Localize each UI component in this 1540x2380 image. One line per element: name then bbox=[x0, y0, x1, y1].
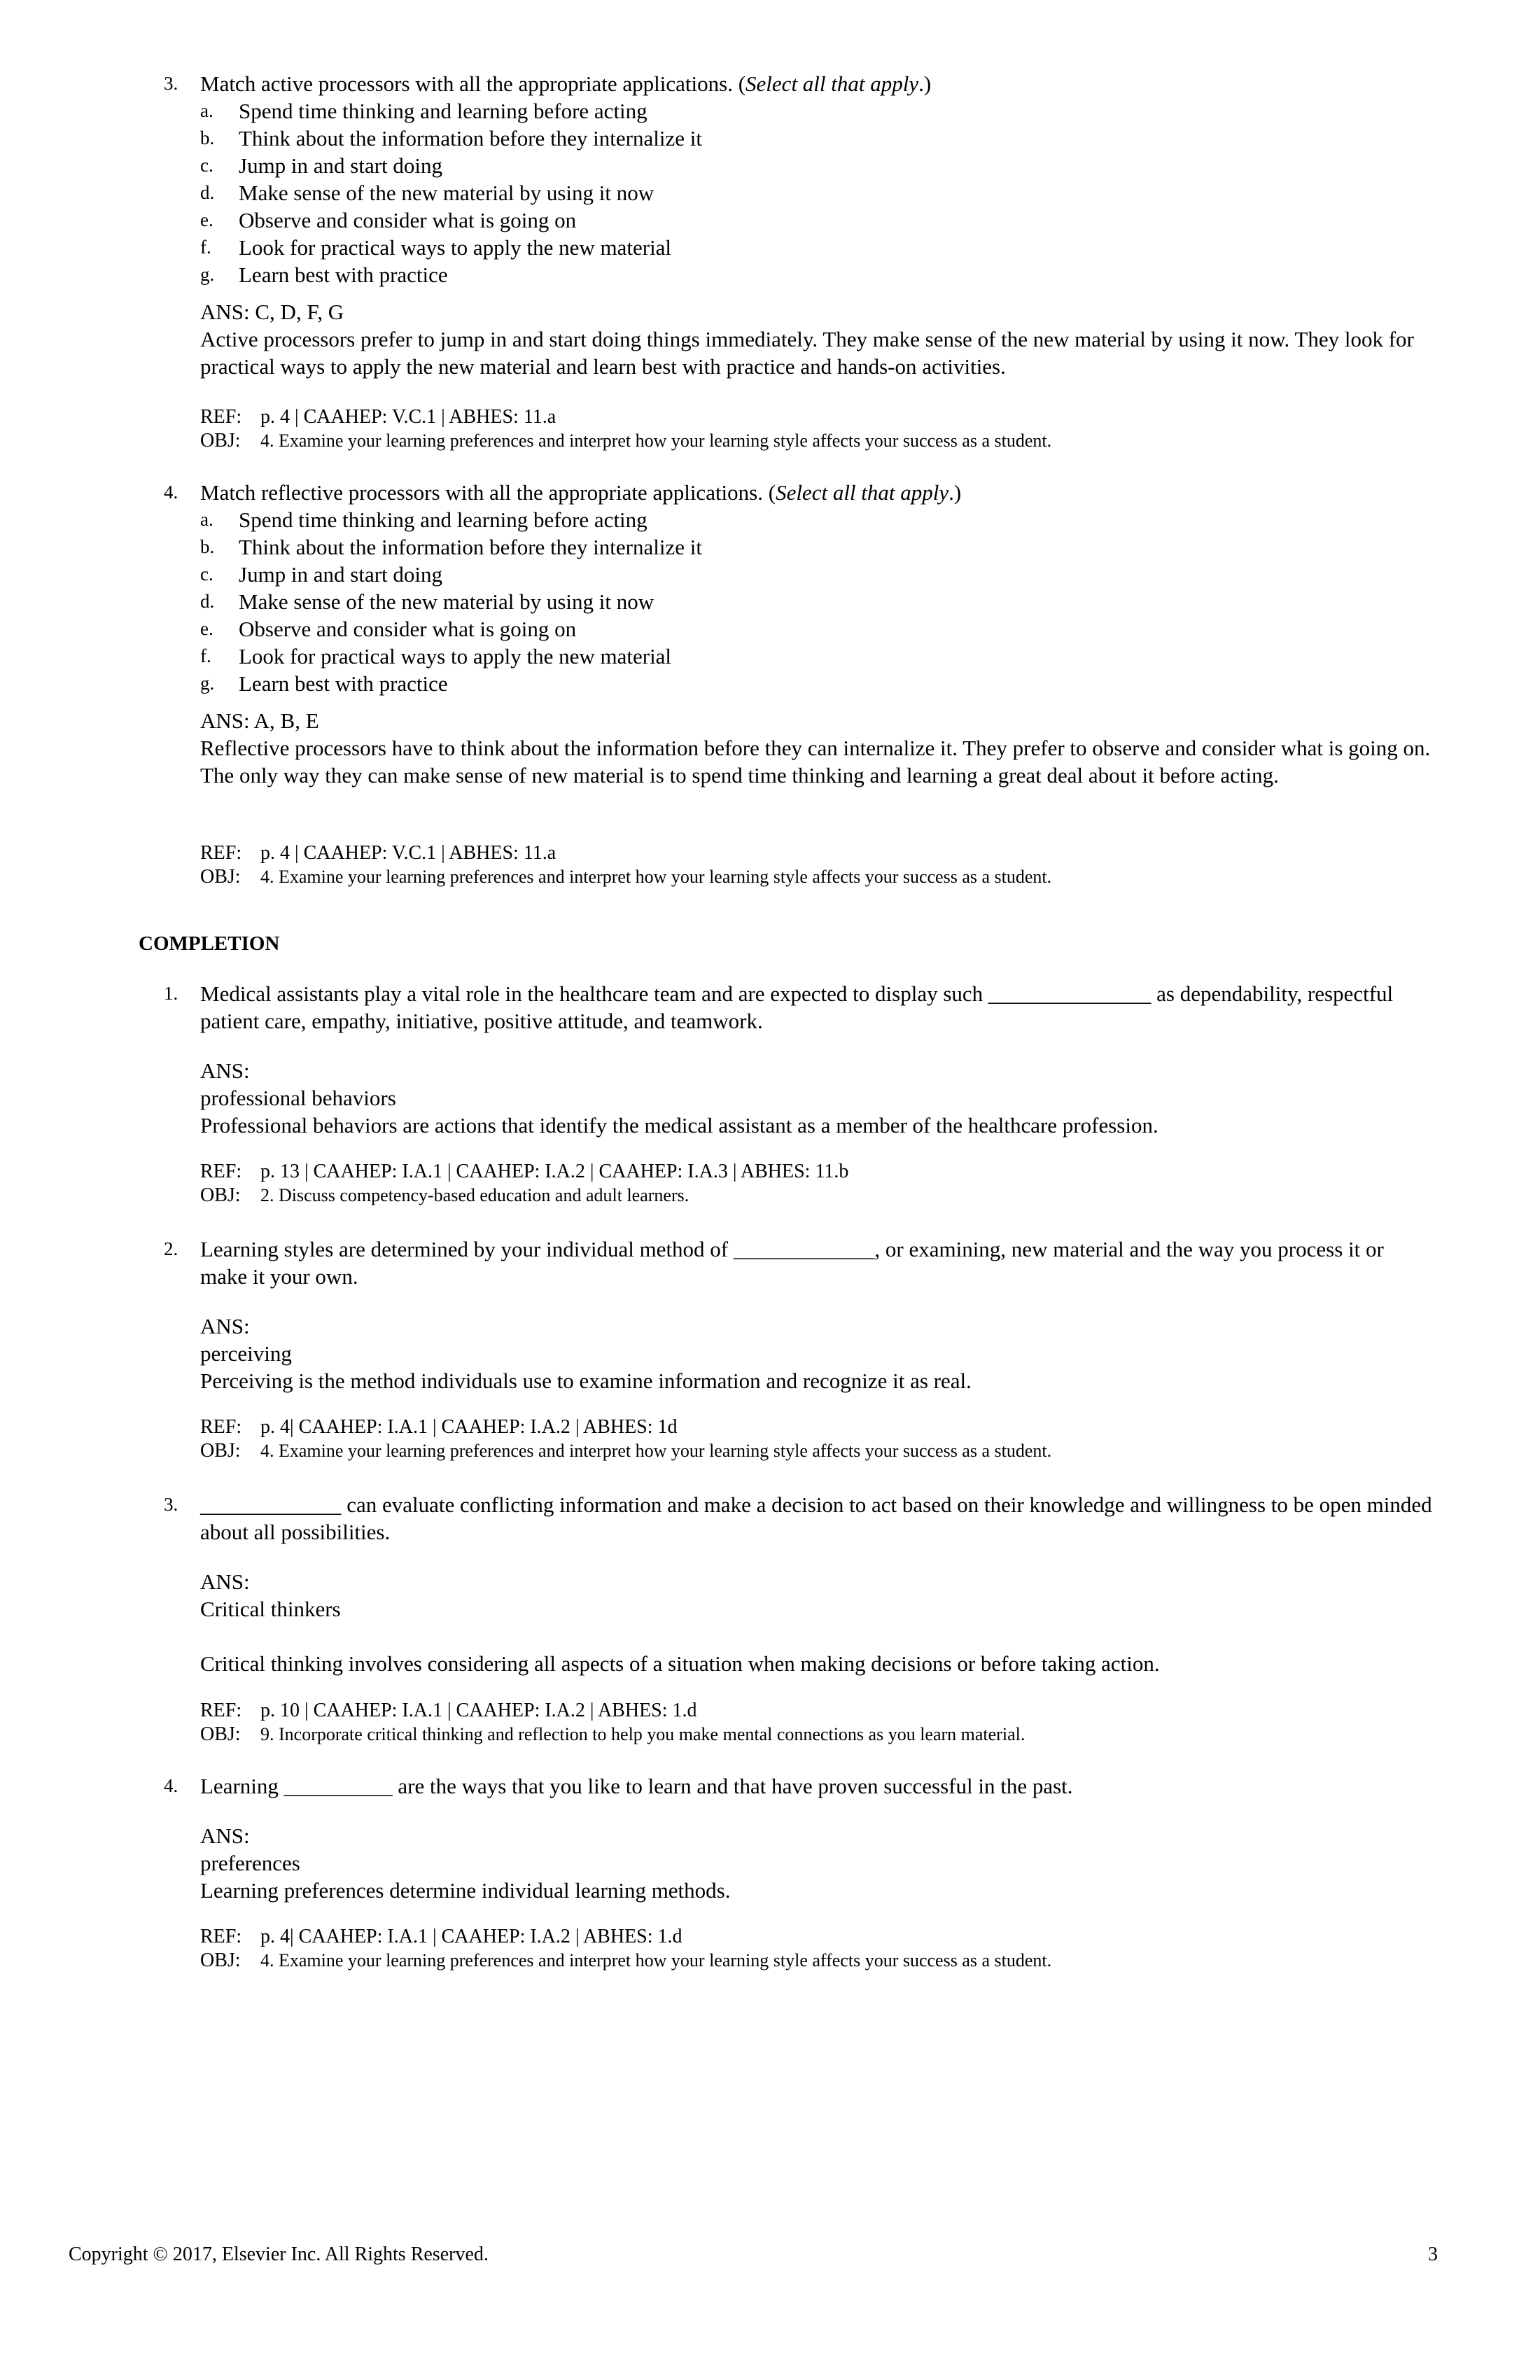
answer-explanation: Perceiving is the method individuals use to examine information and recognize it as real. bbox=[200, 1368, 972, 1393]
ref-text: p. 10 | CAAHEP: I.A.1 | CAAHEP: I.A.2 | ABHES: 1.d bbox=[260, 1700, 697, 1721]
option-d: d. Make sense of the new material by using it now bbox=[200, 589, 654, 614]
option-a: a. Spend time thinking and learning before acting bbox=[200, 99, 648, 123]
reference-block: REF: p. 10 | CAAHEP: I.A.1 | CAAHEP: I.A.2 | ABHES: 1.d OBJ: 9. Incorporate critical thinking and reflection to help you make mental connections as you learn material. bbox=[200, 1700, 1026, 1745]
reference-block: REF: p. 13 | CAAHEP: I.A.1 | CAAHEP: I.A.2 | CAAHEP: I.A.3 | ABHES: 11.b OBJ: 2. Discuss competency-based education and adult learners. bbox=[200, 1161, 849, 1206]
question-number: 4. bbox=[164, 1775, 178, 1796]
obj-text: 2. Discuss competency-based education and adult learners. bbox=[260, 1185, 690, 1205]
reference-block: REF: p. 4| CAAHEP: I.A.1 | CAAHEP: I.A.2 | ABHES: 1.d OBJ: 4. Examine your learning preferences and interpret how your learning style affects your success as a student. bbox=[200, 1926, 1052, 1971]
option-a: a. Spend time thinking and learning before acting bbox=[200, 507, 648, 532]
question-stem: Learning styles are determined by your individual method of _____________, or examining, new material and the way you process it or make it your own. bbox=[200, 1237, 1384, 1289]
option-list bbox=[200, 97, 1432, 288]
option-b: b. Think about the information before they internalize it bbox=[200, 126, 702, 150]
reference-block: REF: p. 4| CAAHEP: I.A.1 | CAAHEP: I.A.2 | ABHES: 1d OBJ: 4. Examine your learning preferences and interpret how your learning style affects your success as a student. bbox=[200, 1416, 1052, 1462]
answer-value: Critical thinkers bbox=[200, 1597, 341, 1621]
option-d: d. Make sense of the new material by using it now bbox=[200, 181, 654, 205]
answer-key bbox=[200, 1568, 1432, 1677]
ref-text: p. 13 | CAAHEP: I.A.1 | CAAHEP: I.A.2 | CAAHEP: I.A.3 | ABHES: 11.b bbox=[260, 1161, 849, 1182]
answer-value: perceiving bbox=[200, 1341, 292, 1366]
answer-key bbox=[200, 298, 1432, 380]
answer-value: preferences bbox=[200, 1851, 300, 1875]
option-g: g. Learn best with practice bbox=[200, 262, 448, 287]
option-c: c. Jump in and start doing bbox=[200, 153, 443, 178]
answer-key bbox=[200, 1822, 1432, 1904]
answer-key bbox=[200, 1057, 1432, 1139]
obj-text: 4. Examine your learning preferences and interpret how your learning style affects your success as a student. bbox=[260, 867, 1052, 887]
page-number: 3 bbox=[1428, 2244, 1438, 2265]
ref-text: p. 4 | CAAHEP: V.C.1 | ABHES: 11.a bbox=[260, 406, 556, 428]
answer-label: ANS: bbox=[200, 1314, 250, 1338]
reference-block: REF: p. 4 | CAAHEP: V.C.1 | ABHES: 11.a OBJ: 4. Examine your learning preferences and interpret how your learning style affects your success as a student. bbox=[200, 842, 1052, 888]
question-number: 4. bbox=[164, 482, 178, 503]
answer-label: ANS: bbox=[200, 1058, 250, 1083]
answer-explanation: Reflective processors have to think about the information before they can internalize it. They prefer to observe and consider what is going on. The only way they can make sense of new material is to spend time thinking and learning a great deal about it before acting. bbox=[200, 736, 1431, 788]
question-stem: Learning __________ are the ways that you like to learn and that have proven successful in the past. bbox=[200, 1774, 1073, 1798]
answer-key bbox=[200, 707, 1432, 789]
answer-label: ANS: bbox=[200, 1823, 250, 1848]
answer-explanation: Learning preferences determine individual learning methods. bbox=[200, 1878, 731, 1903]
section-heading: COMPLETION bbox=[139, 932, 280, 955]
option-e: e. Observe and consider what is going on bbox=[200, 208, 577, 232]
question-stem: Match reflective processors with all the appropriate applications. (Select all that apply.) bbox=[200, 480, 962, 505]
obj-text: 9. Incorporate critical thinking and reflection to help you make mental connections as you learn material. bbox=[260, 1724, 1026, 1744]
answer-label: ANS: bbox=[200, 1569, 250, 1594]
option-f: f. Look for practical ways to apply the new material bbox=[200, 644, 672, 668]
option-b: b. Think about the information before they internalize it bbox=[200, 535, 702, 559]
answer-explanation: Active processors prefer to jump in and start doing things immediately. They make sense of the new material by using it now. They look for practical ways to apply the new material and learn best with practice and hands-on activities. bbox=[200, 327, 1414, 379]
obj-text: 4. Examine your learning preferences and interpret how your learning style affects your success as a student. bbox=[260, 1950, 1052, 1970]
reference-block: REF: p. 4 | CAAHEP: V.C.1 | ABHES: 11.a OBJ: 4. Examine your learning preferences and interpret how your learning style affects your success as a student. bbox=[200, 406, 1052, 451]
question-number: 2. bbox=[164, 1238, 178, 1259]
obj-text: 4. Examine your learning preferences and interpret how your learning style affects your success as a student. bbox=[260, 430, 1052, 451]
answer-key bbox=[200, 1312, 1432, 1394]
option-f: f. Look for practical ways to apply the new material bbox=[200, 235, 672, 260]
copyright-footer: Copyright © 2017, Elsevier Inc. All Rights Reserved. bbox=[69, 2244, 489, 2265]
answer-value: professional behaviors bbox=[200, 1086, 396, 1110]
question-stem: Match active processors with all the appropriate applications. (Select all that apply.) bbox=[200, 71, 932, 96]
question-stem: Medical assistants play a vital role in the healthcare team and are expected to display such _______________ as dependability, respectful patient care, empathy, initiative, positive attitude, and teamwork. bbox=[200, 981, 1394, 1033]
ref-text: p. 4| CAAHEP: I.A.1 | CAAHEP: I.A.2 | ABHES: 1.d bbox=[260, 1926, 682, 1947]
ref-text: p. 4| CAAHEP: I.A.1 | CAAHEP: I.A.2 | ABHES: 1d bbox=[260, 1416, 678, 1438]
ref-text: p. 4 | CAAHEP: V.C.1 | ABHES: 11.a bbox=[260, 842, 556, 864]
answer-value: ANS: C, D, F, G bbox=[200, 300, 344, 324]
question-number: 3. bbox=[164, 73, 178, 94]
option-list bbox=[200, 506, 1432, 697]
answer-value: ANS: A, B, E bbox=[200, 708, 319, 733]
obj-text: 4. Examine your learning preferences and interpret how your learning style affects your success as a student. bbox=[260, 1441, 1052, 1461]
option-e: e. Observe and consider what is going on bbox=[200, 617, 577, 641]
answer-explanation: Critical thinking involves considering all aspects of a situation when making decisions or before taking action. bbox=[200, 1651, 1160, 1676]
option-g: g. Learn best with practice bbox=[200, 671, 448, 696]
question-number: 1. bbox=[164, 983, 178, 1004]
answer-explanation: Professional behaviors are actions that identify the medical assistant as a member of the healthcare profession. bbox=[200, 1113, 1158, 1138]
question-number: 3. bbox=[164, 1494, 178, 1515]
question-stem: _____________ can evaluate conflicting information and make a decision to act based on their knowledge and willingness to be open minded about all possibilities. bbox=[200, 1492, 1432, 1544]
option-c: c. Jump in and start doing bbox=[200, 562, 443, 587]
